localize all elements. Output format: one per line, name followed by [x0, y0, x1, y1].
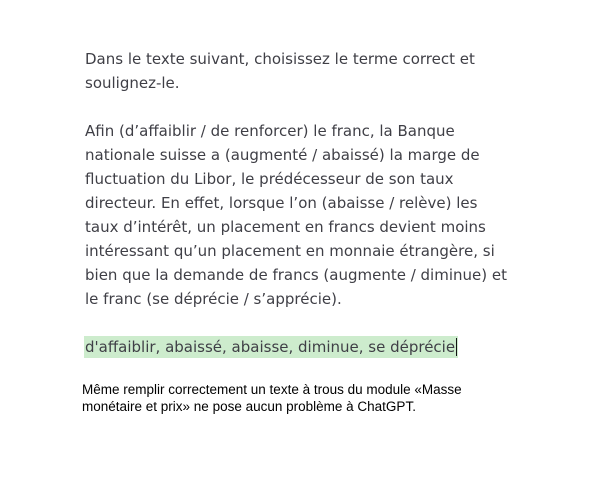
user-message — [85, 47, 515, 311]
answer-text: d'affaiblir, abaissé, abaisse, diminue, se déprécie — [85, 338, 456, 356]
passage-text: Afin (d’affaiblir / de renforcer) le franc, la Banque nationale suisse a (augmenté / abaissé) la marge de fluctuation du Libor, le prédécesseur de son taux directeur. En effet, lorsque l’on (abaisse / relève) les taux d’intérêt, un placement en francs devient moins intéressant qu’un placement en monnaie étrangère, si bien que la demande de francs (augmente / diminue) et le franc (se déprécie / s’apprécie). — [85, 122, 507, 308]
answer-highlight — [84, 336, 458, 358]
figure-caption: Même remplir correctement un texte à trous du module «Masse monétaire et prix» ne pose aucun problème à ChatGPT. — [82, 382, 462, 414]
instruction-text: Dans le texte suivant, choisissez le terme correct et soulignez-le. — [85, 50, 475, 92]
text-cursor — [456, 338, 457, 356]
